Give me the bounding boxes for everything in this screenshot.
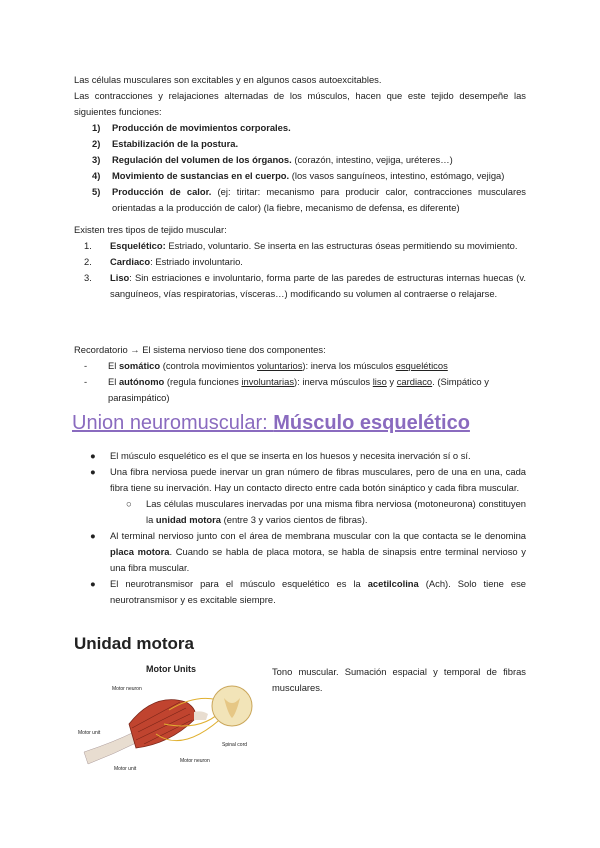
function-item: 4) Movimiento de sustancias en el cuerpo. (los vasos sanguíneos, intestino, estómago, vejiga) (92, 170, 505, 181)
tendon-shape (84, 732, 138, 764)
intro-line-1: Las células musculares son excitables y en algunos casos autoexcitables. (74, 74, 382, 85)
label-motor-unit: Motor unit (78, 730, 101, 736)
side-text: Tono muscular. Sumación espacial y temporal de fibras musculares. (272, 666, 526, 693)
neuro-sub-bullet: ○ Las células musculares inervadas por una misma fibra nerviosa (motoneurona) constituyen la unidad motora (entre 3 y varios cientos de fibras). (126, 498, 526, 525)
function-item: 1) Producción de movimientos corporales. (92, 122, 291, 133)
type-item: 3. Liso: Sin estriaciones e involuntario, forma parte de las paredes de estructuras internas huecas (v. sanguíneos, vías respiratorias, vísceras…) modificando su volumen al contraerse o relajarse. (84, 272, 526, 299)
tendon-end (194, 711, 208, 720)
label-spinal-cord: Spinal cord (222, 742, 248, 748)
types-intro: Existen tres tipos de tejido muscular: (74, 224, 227, 235)
neuro-bullet: ● El neurotransmisor para el músculo esquelético es la acetilcolina (Ach). Solo tiene ese neurotransmisor y es excitable siempre. (90, 578, 526, 605)
muscle-shape (129, 700, 195, 748)
function-item: 3) Regulación del volumen de los órganos. (corazón, intestino, vejiga, uréteres…) (92, 154, 453, 165)
reminder-title: Recordatorio → El sistema nervioso tiene dos componentes: (74, 344, 326, 355)
label-motor-neuron-2: Motor neuron (180, 758, 210, 764)
heading-unidad-motora: Unidad motora (74, 634, 194, 653)
neuro-list (90, 448, 526, 608)
type-item: 1. Esquelético: Estriado, voluntario. Se inserta en las estructuras óseas permitiendo su movimiento. (84, 240, 518, 251)
motor-units-figure (74, 662, 264, 776)
figure-title: Motor Units (146, 664, 196, 674)
neuro-bullet: ● Una fibra nerviosa puede inervar un gran número de fibras musculares, pero de una en una, cada fibra tiene su inervación. Hay un contacto directo entre cada botón sináptico y cada fibra muscular. (90, 466, 526, 493)
reminder-item: - El autónomo (regula funciones involuntarias): inerva músculos liso y cardiaco. (Simpático y parasimpático) (84, 376, 489, 403)
function-item: 5) Producción de calor. (ej: tiritar: mecanismo para producir calor, contracciones musculares orientadas a la producción de calor) (la fiebre, mecanismo de defensa, es diferente) (92, 186, 526, 213)
type-item: 2. Cardiaco: Estriado involuntario. (84, 256, 243, 267)
motor-units-illustration (74, 662, 264, 776)
label-motor-neuron: Motor neuron (112, 686, 142, 692)
reminder-item: - El somático (controla movimientos voluntarios): inerva los músculos esqueléticos (84, 360, 448, 371)
reminder-list (84, 358, 526, 406)
types-list (84, 238, 526, 302)
functions-list (92, 120, 526, 216)
label-motor-unit-2: Motor unit (114, 766, 137, 772)
intro-line-2: Las contracciones y relajaciones alternadas de los músculos, hacen que este tejido desempeñe las siguientes funciones: (74, 90, 526, 117)
neuro-bullet: ● Al terminal nervioso junto con el área de membrana muscular con la que contacta se le denomina placa motora. Cuando se habla de placa motora, se habla de sinapsis entre terminal nervioso y una fibra muscular. (90, 530, 526, 573)
function-item: 2) Estabilización de la postura. (92, 138, 239, 149)
heading-neuromuscular: Union neuromuscular: Músculo esquelético (72, 412, 470, 434)
neuro-bullet: ● El músculo esquelético es el que se inserta en los huesos y necesita inervación sí o sí. (90, 450, 471, 461)
